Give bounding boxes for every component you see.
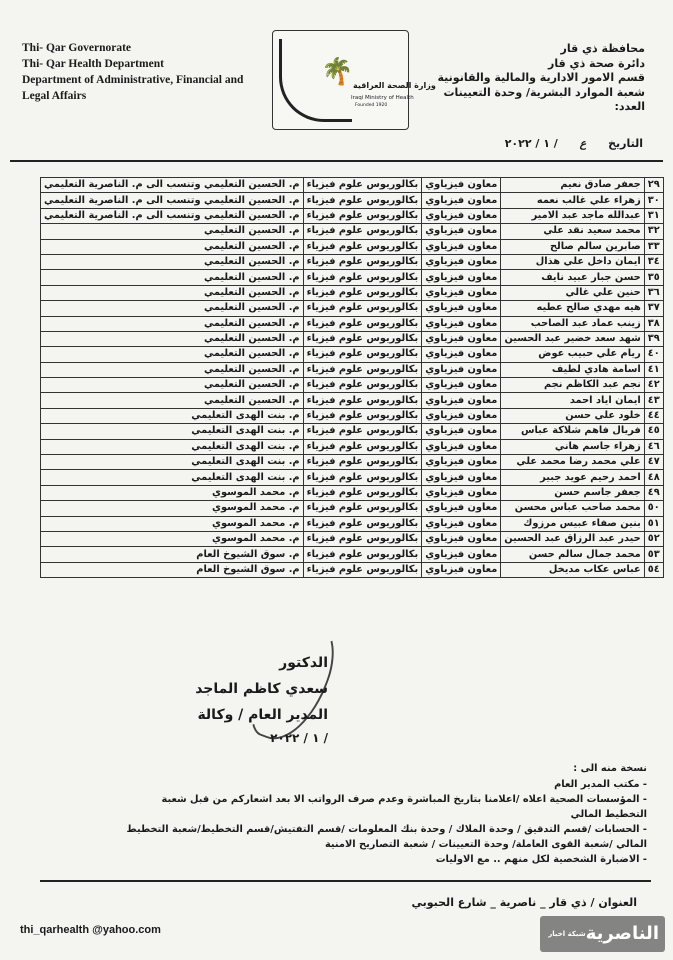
table-row: [41, 516, 664, 531]
employee-name-cell: شهد سعد خضير عبد الحسين: [501, 331, 644, 346]
table-row: [41, 270, 664, 285]
row-number-cell: ٥١: [644, 516, 663, 531]
row-number-cell: ٥٣: [644, 547, 663, 562]
placement-cell: م. بنت الهدى التعليمي: [41, 455, 304, 470]
english-header-line: Thi- Qar Health Department: [22, 58, 164, 70]
placement-cell: م. الحسين التعليمي: [41, 270, 304, 285]
row-number-cell: ٤٣: [644, 393, 663, 408]
row-number-cell: ٤٠: [644, 347, 663, 362]
employee-name-cell: نجم عبد الكاظم نجم: [501, 378, 644, 393]
qualification-cell: بكالوريوس علوم فيزياء: [303, 254, 422, 269]
table-row: [41, 193, 664, 208]
qualification-cell: بكالوريوس علوم فيزياء: [303, 193, 422, 208]
employee-name-cell: حيدر عبد الرزاق عبد الحسين: [501, 531, 644, 546]
row-number-cell: ٥٤: [644, 562, 663, 577]
job-title-cell: معاون فيزياوي: [422, 178, 501, 193]
arabic-header-line: محافظة ذي قار: [560, 42, 645, 55]
job-title-cell: معاون فيزياوي: [422, 531, 501, 546]
job-title-cell: معاون فيزياوي: [422, 501, 501, 516]
table-row: [41, 316, 664, 331]
table-row: [41, 239, 664, 254]
placement-cell: م. الحسين التعليمي وتنسب الى م. الناصرية التعليمي: [41, 193, 304, 208]
employee-name-cell: محمد جمال سالم حسن: [501, 547, 644, 562]
qualification-cell: بكالوريوس علوم فيزياء: [303, 224, 422, 239]
placement-cell: م. سوق الشيوخ العام: [41, 562, 304, 577]
header-divider: [10, 160, 663, 162]
placement-cell: م. الحسين التعليمي: [41, 301, 304, 316]
qualification-cell: بكالوريوس علوم فيزياء: [303, 270, 422, 285]
signatory-title: الدكتور: [279, 655, 328, 671]
qualification-cell: بكالوريوس علوم فيزياء: [303, 347, 422, 362]
placement-cell: م. الحسين التعليمي: [41, 285, 304, 300]
placement-cell: م. محمد الموسوي: [41, 531, 304, 546]
qualification-cell: بكالوريوس علوم فيزياء: [303, 316, 422, 331]
table-row: [41, 439, 664, 454]
employee-name-cell: هيه مهدي صالح عطيه: [501, 301, 644, 316]
employee-name-cell: محمد سعيد نقد علي: [501, 224, 644, 239]
job-title-cell: معاون فيزياوي: [422, 239, 501, 254]
qualification-cell: بكالوريوس علوم فيزياء: [303, 408, 422, 423]
job-title-cell: معاون فيزياوي: [422, 193, 501, 208]
copies-item: - المؤسسات الصحية اعلاه /اعلامنا بتاريخ المباشرة وعدم صرف الرواتب الا بعد اشعاركم من قبل شعبة التخطيط المالي: [161, 794, 647, 820]
table-row: [41, 178, 664, 193]
footer-email: thi_qarhealth @yahoo.com: [20, 924, 161, 936]
qualification-cell: بكالوريوس علوم فيزياء: [303, 547, 422, 562]
date-value: / ١ / ٢٠٢٢: [504, 137, 558, 150]
job-title-cell: معاون فيزياوي: [422, 516, 501, 531]
job-title-cell: معاون فيزياوي: [422, 254, 501, 269]
table-row: [41, 501, 664, 516]
footer-divider: [40, 880, 651, 882]
qualification-cell: بكالوريوس علوم فيزياء: [303, 285, 422, 300]
row-number-cell: ٢٩: [644, 178, 663, 193]
job-title-cell: معاون فيزياوي: [422, 362, 501, 377]
english-header-line: Department of Administrative, Financial and: [22, 74, 244, 86]
job-title-cell: معاون فيزياوي: [422, 316, 501, 331]
table-row: [41, 393, 664, 408]
copies-item: - مكتب المدير العام: [554, 778, 647, 790]
employee-name-cell: محمد صاحب عباس محسن: [501, 501, 644, 516]
employee-name-cell: خلود علي حسن: [501, 408, 644, 423]
table-row: [41, 485, 664, 500]
table-row: [41, 424, 664, 439]
placement-cell: م. بنت الهدى التعليمي: [41, 439, 304, 454]
job-title-cell: معاون فيزياوي: [422, 224, 501, 239]
palm-tree-icon: 🌴: [321, 57, 354, 87]
row-number-cell: ٤٨: [644, 470, 663, 485]
staff-table: [40, 177, 664, 578]
english-letterhead: [22, 40, 243, 104]
employee-name-cell: زهراء جاسم هاني: [501, 439, 644, 454]
row-number-cell: ٥٠: [644, 501, 663, 516]
qualification-cell: بكالوريوس علوم فيزياء: [303, 562, 422, 577]
table-row: [41, 208, 664, 223]
row-number-cell: ٣٢: [644, 224, 663, 239]
table-row: [41, 470, 664, 485]
date-label: التاريخ: [608, 137, 643, 150]
table-row: [41, 254, 664, 269]
employee-name-cell: اسامة هادي لطيف: [501, 362, 644, 377]
row-number-cell: ٣٧: [644, 301, 663, 316]
placement-cell: م. سوق الشيوخ العام: [41, 547, 304, 562]
employee-name-cell: ريام علي حبيب عوض: [501, 347, 644, 362]
table-row: [41, 531, 664, 546]
table-row: [41, 362, 664, 377]
row-number-cell: ٤٥: [644, 424, 663, 439]
copies-item: - الحسابات /قسم التدقيق / وحدة الملاك / وحدة بنك المعلومات /قسم التفتيش/قسم التخطيط/شعبة التخطيط المالي /شعبة القوى العاملة/ وحدة التعيينات / شعبة التصاريح الامنية: [126, 824, 647, 850]
employee-name-cell: حنين علي غالي: [501, 285, 644, 300]
employee-name-cell: احمد رحيم عويد جبير: [501, 470, 644, 485]
arabic-header-line: دائرة صحة ذي قار: [548, 56, 645, 70]
placement-cell: م. محمد الموسوي: [41, 516, 304, 531]
table-row: [41, 331, 664, 346]
copies-to-section: [117, 762, 647, 869]
ministry-logo: [272, 30, 436, 130]
row-number-cell: ٤٩: [644, 485, 663, 500]
job-title-cell: معاون فيزياوي: [422, 439, 501, 454]
employee-name-cell: ايمان داخل علي هذال: [501, 254, 644, 269]
logo-arabic-text: وزارة الصحة العراقية: [353, 81, 436, 90]
qualification-cell: بكالوريوس علوم فيزياء: [303, 455, 422, 470]
qualification-cell: بكالوريوس علوم فيزياء: [303, 470, 422, 485]
job-title-cell: معاون فيزياوي: [422, 408, 501, 423]
row-number-cell: ٤٦: [644, 439, 663, 454]
document-number-label: العدد:: [614, 100, 645, 113]
job-title-cell: معاون فيزياوي: [422, 378, 501, 393]
watermark-logo: [540, 916, 665, 952]
row-number-cell: ٣٠: [644, 193, 663, 208]
job-title-cell: معاون فيزياوي: [422, 347, 501, 362]
employee-name-cell: فريال فاهم شلاكة عباس: [501, 424, 644, 439]
job-title-cell: معاون فيزياوي: [422, 270, 501, 285]
employee-name-cell: حسن جبار عبيد نايف: [501, 270, 644, 285]
row-number-cell: ٤٢: [644, 378, 663, 393]
footer-address: العنوان / ذي قار _ ناصرية _ شارع الحبوبي: [411, 896, 637, 909]
placement-cell: م. الحسين التعليمي: [41, 362, 304, 377]
qualification-cell: بكالوريوس علوم فيزياء: [303, 485, 422, 500]
logo-english-text: Iraqi Ministry of Health: [351, 95, 414, 101]
qualification-cell: بكالوريوس علوم فيزياء: [303, 331, 422, 346]
watermark-subtext: شبكة اخبار: [548, 930, 586, 938]
placement-cell: م. الحسين التعليمي: [41, 224, 304, 239]
qualification-cell: بكالوريوس علوم فيزياء: [303, 301, 422, 316]
qualification-cell: بكالوريوس علوم فيزياء: [303, 424, 422, 439]
employee-name-cell: عبدالله ماجد عبد الامير: [501, 208, 644, 223]
employee-name-cell: بنين صفاء عبيس مرزوك: [501, 516, 644, 531]
qualification-cell: بكالوريوس علوم فيزياء: [303, 208, 422, 223]
employee-name-cell: عباس عكاب مديخل: [501, 562, 644, 577]
job-title-cell: معاون فيزياوي: [422, 331, 501, 346]
signature-block: [158, 650, 328, 748]
row-number-cell: ٣٤: [644, 254, 663, 269]
qualification-cell: بكالوريوس علوم فيزياء: [303, 178, 422, 193]
placement-cell: م. محمد الموسوي: [41, 485, 304, 500]
row-number-cell: ٣٥: [644, 270, 663, 285]
placement-cell: م. الحسين التعليمي: [41, 331, 304, 346]
job-title-cell: معاون فيزياوي: [422, 562, 501, 577]
employee-name-cell: صابرين سالم صالح: [501, 239, 644, 254]
document-date: [505, 137, 643, 150]
signature-date: / ١ / ٢٠٢٢: [270, 731, 328, 745]
signatory-position: المدير العام / وكالة: [197, 707, 328, 723]
row-number-cell: ٣٦: [644, 285, 663, 300]
job-title-cell: معاون فيزياوي: [422, 424, 501, 439]
placement-cell: م. الحسين التعليمي: [41, 393, 304, 408]
watermark-text: الناصرية: [585, 923, 659, 944]
employee-name-cell: علي محمد رضا محمد علي: [501, 455, 644, 470]
table-row: [41, 547, 664, 562]
logo-founded-text: Founded 1920: [355, 103, 388, 108]
row-number-cell: ٤٧: [644, 455, 663, 470]
job-title-cell: معاون فيزياوي: [422, 470, 501, 485]
qualification-cell: بكالوريوس علوم فيزياء: [303, 531, 422, 546]
qualification-cell: بكالوريوس علوم فيزياء: [303, 516, 422, 531]
placement-cell: م. بنت الهدى التعليمي: [41, 470, 304, 485]
employee-name-cell: زينب عماد عبد الصاحب: [501, 316, 644, 331]
row-number-cell: ٥٢: [644, 531, 663, 546]
job-title-cell: معاون فيزياوي: [422, 485, 501, 500]
handwritten-mark-icon: ع: [579, 137, 587, 150]
placement-cell: م. الحسين التعليمي: [41, 347, 304, 362]
staff-table-body: [41, 178, 664, 578]
qualification-cell: بكالوريوس علوم فيزياء: [303, 501, 422, 516]
table-row: [41, 562, 664, 577]
placement-cell: م. الحسين التعليمي: [41, 378, 304, 393]
employee-name-cell: ايمان اياد احمد: [501, 393, 644, 408]
table-row: [41, 408, 664, 423]
placement-cell: م. الحسين التعليمي وتنسب الى م. الناصرية التعليمي: [41, 178, 304, 193]
job-title-cell: معاون فيزياوي: [422, 301, 501, 316]
job-title-cell: معاون فيزياوي: [422, 455, 501, 470]
row-number-cell: ٤١: [644, 362, 663, 377]
job-title-cell: معاون فيزياوي: [422, 285, 501, 300]
qualification-cell: بكالوريوس علوم فيزياء: [303, 439, 422, 454]
placement-cell: م. الحسين التعليمي: [41, 239, 304, 254]
row-number-cell: ٣٩: [644, 331, 663, 346]
copies-heading: نسخة منه الى :: [573, 763, 647, 774]
row-number-cell: ٣١: [644, 208, 663, 223]
job-title-cell: معاون فيزياوي: [422, 393, 501, 408]
qualification-cell: بكالوريوس علوم فيزياء: [303, 239, 422, 254]
english-header-line: Legal Affairs: [22, 90, 87, 102]
row-number-cell: ٤٤: [644, 408, 663, 423]
table-row: [41, 301, 664, 316]
table-row: [41, 455, 664, 470]
placement-cell: م. محمد الموسوي: [41, 501, 304, 516]
placement-cell: م. الحسين التعليمي: [41, 254, 304, 269]
employee-name-cell: زهراء علي غالب نعمه: [501, 193, 644, 208]
placement-cell: م. بنت الهدى التعليمي: [41, 408, 304, 423]
placement-cell: م. الحسين التعليمي: [41, 316, 304, 331]
job-title-cell: معاون فيزياوي: [422, 208, 501, 223]
job-title-cell: معاون فيزياوي: [422, 547, 501, 562]
table-row: [41, 378, 664, 393]
signatory-name: سعدي كاظم الماجد: [195, 681, 328, 697]
qualification-cell: بكالوريوس علوم فيزياء: [303, 393, 422, 408]
row-number-cell: ٣٨: [644, 316, 663, 331]
qualification-cell: بكالوريوس علوم فيزياء: [303, 378, 422, 393]
table-row: [41, 224, 664, 239]
qualification-cell: بكالوريوس علوم فيزياء: [303, 362, 422, 377]
placement-cell: م. بنت الهدى التعليمي: [41, 424, 304, 439]
english-header-line: Thi- Qar Governorate: [22, 42, 132, 54]
arabic-header-line: قسم الامور الادارية والمالية والقانونية: [437, 71, 645, 84]
copies-item: - الاضبارة الشخصية لكل منهم .. مع الاوليات: [435, 854, 647, 865]
table-row: [41, 285, 664, 300]
row-number-cell: ٣٣: [644, 239, 663, 254]
table-row: [41, 347, 664, 362]
placement-cell: م. الحسين التعليمي وتنسب الى م. الناصرية التعليمي: [41, 208, 304, 223]
arabic-header-line: شعبة الموارد البشرية/ وحدة التعيينات: [443, 85, 645, 99]
arabic-letterhead: [415, 42, 645, 115]
employee-name-cell: جعفر صادق نعيم: [501, 178, 644, 193]
employee-name-cell: جعفر جاسم حسن: [501, 485, 644, 500]
